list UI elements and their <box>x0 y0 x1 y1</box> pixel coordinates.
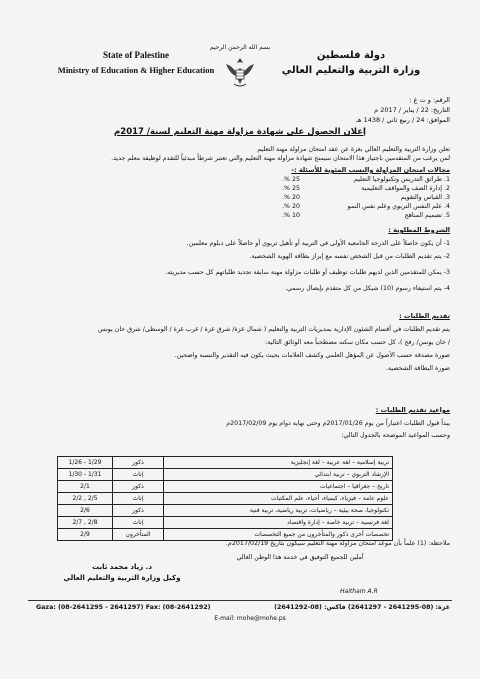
schedule-subject: تخصصات أخرى ذكور والمتأخرون من جميع التخصصات <box>164 529 393 541</box>
schedule-gender: ذكور <box>113 505 164 517</box>
handwritten-initials: Haitham A.R <box>340 588 378 595</box>
schedule-row <box>58 469 393 481</box>
note-section <box>30 539 450 562</box>
footer-email: E-mail: mohe@mohe.ps <box>214 615 286 622</box>
closing-line: آملين للجميع التوفيق في خدمة هذا الوطن الغالي <box>236 554 364 561</box>
schedule-dates: 2/6 <box>58 505 113 517</box>
ref-number: الرقم: و ت غ : <box>409 96 450 104</box>
condition-3: 3- يمكن للمتقدمين الذين لديهم طلبات توظيف أو طلبات مزاولة مهنة سابقة تجديد طلباتهم كل حسب مديريته. <box>165 269 450 276</box>
signatory-name: د. زياد محمد ثابت <box>92 563 152 571</box>
dates-section <box>30 406 450 440</box>
dates-heading: مواعيد تقديم الطلبات : <box>375 406 450 414</box>
schedule-dates: 1/31 - 1/30 <box>58 469 113 481</box>
ref-date: التاريخ: 22 / يناير / 2017 م <box>374 106 450 114</box>
announcement-title: إعلان الحصول على شهادة مزاولة مهنة التعليم لسنة/ 2017م <box>114 127 366 137</box>
schedule-gender: إناث <box>113 517 164 529</box>
footer-divider <box>28 600 452 601</box>
footer-contact-english: Gaza: (08-2641295 - 2641297) Fax: (08-2641292) <box>36 604 211 611</box>
exam-date-note: ملاحظة: (1) علماً بأن موعد امتحان مزاولة مهنة التعليم سيكون بتاريخ 2017/02/19م. <box>225 540 450 547</box>
schedule-gender: ذكور <box>113 481 164 493</box>
schedule-row <box>58 493 393 505</box>
conditions-section <box>30 226 450 293</box>
field-label: 1. طرائق التدريس وتكنولوجيا التعليم <box>353 176 450 183</box>
field-percentage: 20 %. <box>281 203 300 210</box>
schedule-row <box>58 505 393 517</box>
schedule-subject: تربية إسلامية – لغة عربية – لغة إنجليزية <box>164 457 393 469</box>
intro-text <box>30 145 450 163</box>
schedule-gender: إناث <box>113 493 164 505</box>
schedule-dates: 2/9 <box>58 529 113 541</box>
required-doc-2: صورة البطاقة الشخصية. <box>385 365 450 372</box>
schedule-table <box>57 456 393 541</box>
field-label: 2. إدارة الصف والمواقف التعليمية <box>361 185 450 192</box>
application-section <box>30 312 450 373</box>
application-line-1: يتم تقديم الطلبات في أقسام الشئون الإدارية بمديريات التربية والتعليم ( شمال غزة/ شرق غزة / غرب غزة / الوسطى/ شرق خان يونس <box>97 326 450 333</box>
field-label: 3. القياس والتقويم <box>400 194 450 201</box>
schedule-dates: 2/5 , 2/2 <box>58 493 113 505</box>
ref-hijri: الموافق: 24 / ربيع ثاني / 1438 هـ <box>356 116 450 124</box>
header-arabic <box>256 50 446 76</box>
schedule-row <box>58 517 393 529</box>
application-heading: تقديم الطلبات : <box>399 312 450 320</box>
schedule-subject: تاريخ – جغرافيا – اجتماعيات <box>164 481 393 493</box>
field-item <box>30 193 450 202</box>
schedule-gender: إناث <box>113 469 164 481</box>
dates-line-1: يبدأ قبول الطلبات اعتباراً من يوم 2017/01/26م وحتى نهاية دوام يوم 2017/02/09م <box>226 420 450 427</box>
field-item <box>30 211 450 220</box>
schedule-gender: المتأخرون <box>113 529 164 541</box>
field-percentage: 10 %. <box>281 212 300 219</box>
condition-1: 1- أن يكون حاصلاً على الدرجة الجامعية الأولى في التربية أو تأهيل تربوي أو حاصلاً على دبلوم معلمين. <box>186 240 450 247</box>
application-line-2: / خان يونس/ رفح )، كل حسب مكان سكنه مصطحباً معه الوثائق التالية: <box>264 339 450 346</box>
schedule-subject: لغة فرنسية – تربية خاصة – إدارة واقتصاد <box>164 517 393 529</box>
fields-heading: مجالات امتحان المزاولة والنسب المئوية للأسئلة :- <box>291 166 450 174</box>
intro-line-1: تعلن وزارة التربية والتعليم العالي بغزة عن عقد امتحان مزاولة مهنة التعليم <box>257 146 450 153</box>
intro-line-2: لمن يرغب من المتقدمين باجتياز هذا الامتحان سيمنح شهادة مزاولة مهنة التعليم والتي تعتبر شرطاً مبدئياً للتقدم لوظيفة معلم جديد. <box>111 155 450 162</box>
field-percentage: 20 %. <box>281 194 300 201</box>
schedule-subject: تكنولوجيا، صحة بيئية – رياضيات، تربية رياضية، تربية فنية <box>164 505 393 517</box>
fields-section <box>30 166 450 220</box>
palestine-eagle-emblem-icon <box>222 54 258 90</box>
signature-block <box>42 562 202 584</box>
field-percentage: 25 %. <box>281 176 300 183</box>
field-item <box>30 184 450 193</box>
signatory-title: وكيل وزارة التربية والتعليم العالي <box>63 574 181 582</box>
conditions-heading: الشروط المطلوبة : <box>388 226 450 234</box>
field-item <box>30 202 450 211</box>
basmala: بسم الله الرحمن الرحيم <box>209 44 271 51</box>
field-percentage: 25 %. <box>281 185 300 192</box>
schedule-dates: 2/1 <box>58 481 113 493</box>
schedule-subject: علوم عامة – فيزياء، كيمياء، أحياء، علم المكتبات <box>164 493 393 505</box>
header-english <box>36 50 236 75</box>
field-item <box>30 175 450 184</box>
footer-contact-arabic: غزة: (08-2641295 - 2641297) فاكس: (08-2641292) <box>274 604 450 611</box>
schedule-gender: ذكور <box>113 457 164 469</box>
schedule-row <box>58 481 393 493</box>
schedule-row <box>58 457 393 469</box>
schedule-dates: 1/29 - 1/26 <box>58 457 113 469</box>
fields-list <box>30 175 450 220</box>
en-ministry: Ministry of Education & Higher Education <box>57 65 215 75</box>
field-label: 4. علم النفس التربوي وعلم نفس النمو <box>347 203 450 210</box>
field-label: 5. تصميم المناهج <box>404 212 450 219</box>
en-state: State of Palestine <box>103 50 169 60</box>
schedule-subject: الإرشاد التربوي – تربية ابتدائي <box>164 469 393 481</box>
reference-block <box>356 95 450 125</box>
condition-2: 2- يتم تقديم الطلبات من قبل الشخص نفسه مع إبراز بطاقة الهوية الشخصية. <box>249 253 450 260</box>
schedule-dates: 2/8 , 2/7 <box>58 517 113 529</box>
dates-line-2: وحسب المواعيد الموضحة بالجدول التالي: <box>341 432 450 439</box>
condition-4: 4- يتم استيفاء رسوم (10) شيكل من كل متقدم بإيصال رسمي. <box>284 285 450 292</box>
ar-ministry: وزارة التربية والتعليم العالي <box>281 65 421 76</box>
required-doc-1: صورة مصدقة حسب الأصول عن المؤهل العلمي وكشف العلامات بحيث يكون فيه التقدير والنسبة واضحين. <box>174 352 450 359</box>
ar-state: دولة فلسطين <box>316 50 386 61</box>
